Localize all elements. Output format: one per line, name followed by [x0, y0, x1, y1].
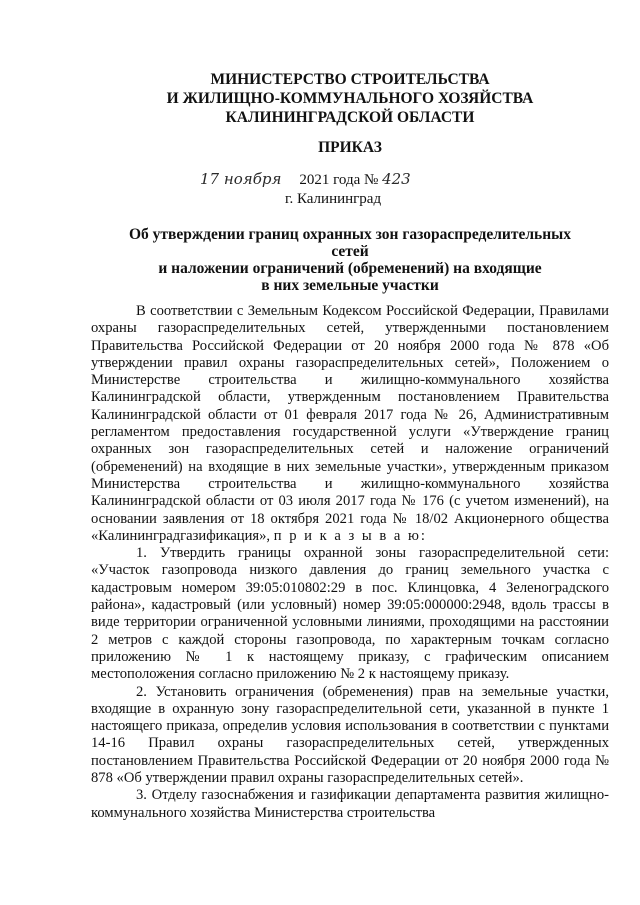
order-year-text: 2021 года № — [299, 172, 379, 188]
handwritten-date: 17 ноября — [200, 170, 282, 188]
city-label: г. Калининград — [285, 191, 382, 207]
subject-line-1: Об утверждении границ охранных зон газораспределительных сетей — [128, 226, 572, 260]
order-body — [91, 303, 609, 822]
item-1-paragraph: 1. Утвердить границы охранной зоны газораспределительной сети: «Участок газопровода низкого давления до границ земельного участка с кадастровым номером 39:05:010802:29 в пос. Клинцовка, 4 Зеленоградского района», кадастровый (или условный) номер 39:05:000000:2948, вдоль трассы в виде территории ограниченной условными линиями, проходящими на расстоянии 2 метров с каждой стороны газопровода, по характерным точкам согласно приложению № 1 к настоящему приказу, с графическим описанием местоположения согласно приложению № 2 к настоящему приказу. — [91, 545, 609, 683]
preamble-paragraph — [91, 303, 609, 545]
ministry-line-3: КАЛИНИНГРАДСКОЙ ОБЛАСТИ — [225, 109, 475, 126]
ministry-line-2: И ЖИЛИЩНО-КОММУНАЛЬНОГО ХОЗЯЙСТВА — [166, 90, 534, 107]
order-title: ПРИКАЗ — [318, 139, 382, 156]
subject-line-2: и наложении ограничений (обременений) на входящие — [158, 260, 542, 277]
order-keyword: п р и к а з ы в а ю: — [273, 527, 427, 544]
order-subject — [110, 226, 590, 294]
order-date-line — [200, 170, 411, 189]
item-3-paragraph: 3. Отделу газоснабжения и газификации департамента развития жилищно-коммунального хозяйства Министерства строительства — [91, 787, 609, 821]
ministry-line-1: МИНИСТЕРСТВО СТРОИТЕЛЬСТВА — [210, 71, 490, 88]
preamble-text: В соответствии с Земельным Кодексом Российской Федерации, Правилами охраны газораспределительных сетей, утвержденными постановлением Правительства Российской Федерации от 20 ноября 2000 года № 878 «Об утверждении правил охраны газораспределительных сетей», Положением о Министерстве строительства и жилищно-коммунального хозяйства Калининградской области, утвержденным постановлением Правительства Калининградской области от 01 февраля 2017 года № 26, Административным регламентом предоставления государственной услуги «Утверждение границ охранных зон газораспределительных сетей и наложение ограничений (обременений) на входящие в них земельные участки», утвержденным приказом Министерства строительства и жилищно-коммунального хозяйства Калининградской области от 03 июля 2017 года № 176 (с учетом изменений), на основании заявления от 18 октября 2021 года № 18/02 Акционерного общества «Калининградгазификация», — [91, 303, 609, 544]
item-2-paragraph: 2. Установить ограничения (обременения) прав на земельные участки, входящие в охранную зону газораспределительной сети, указанной в пункте 1 настоящего приказа, определив условия использования в соответствии с пунктами 14-16 Правил охраны газораспределительных сетей, утвержденных постановлением Правительства Российской Федерации от 20 ноября 2000 года № 878 «Об утверждении правил охраны газораспределительных сетей». — [91, 683, 609, 787]
ministry-heading — [90, 70, 610, 127]
subject-line-3: в них земельные участки — [261, 277, 439, 294]
handwritten-order-number: 423 — [382, 170, 411, 188]
